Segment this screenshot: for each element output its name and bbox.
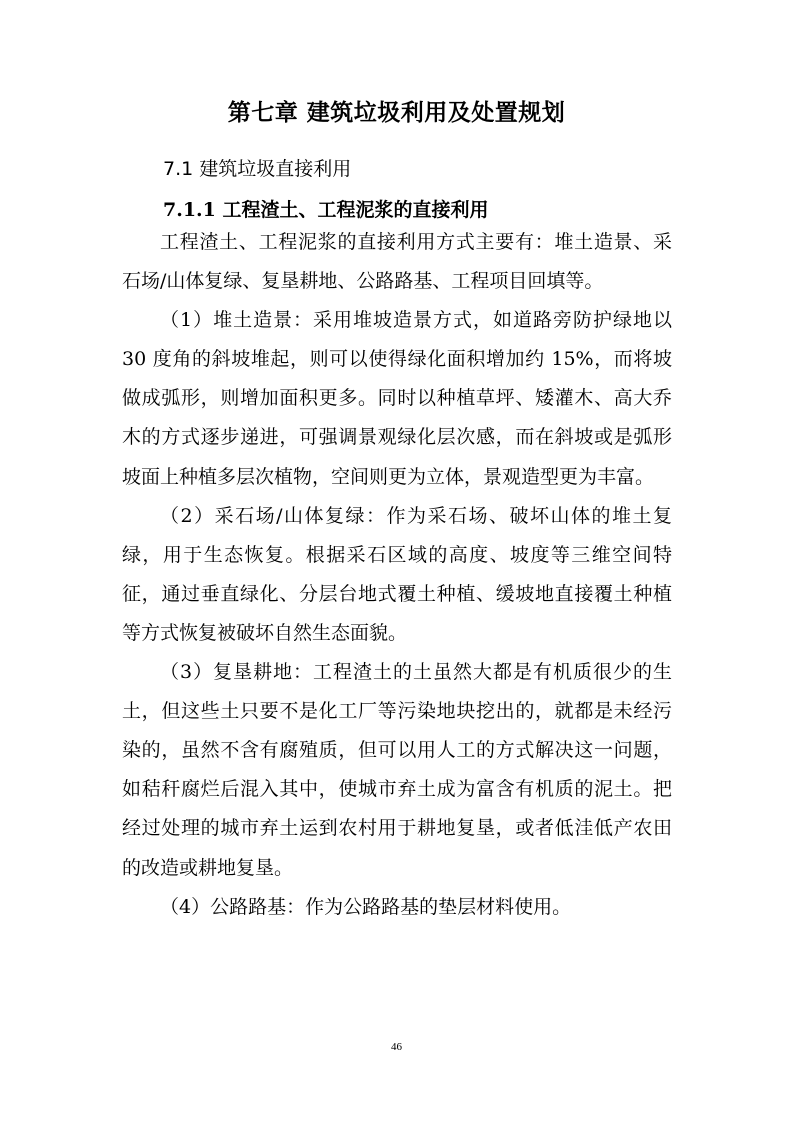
paragraph-farmland-reclamation: （3）复垦耕地：工程渣土的土虽然大都是有机质很少的生土，但这些土只要不是化工厂等污染地块挖出的，就都是未经污染的，虽然不含有腐殖质，但可以用人工的方式解决这一问题，如秸秆腐烂后混入其中，使城市弃土成为富含有机质的泥土。把经过处理的城市弃土运到农村用于耕地复垦，或者低洼低产农田的改造或耕地复垦。	[122, 661, 672, 879]
body-text	[122, 223, 672, 927]
paragraph-quarry-regreening: （2）采石场/山体复绿：作为采石场、破坏山体的堆土复绿，用于生态恢复。根据采石区域的高度、坡度等三维空间特征，通过垂直绿化、分层台地式覆土种植、缓坡地直接覆土种植等方式恢复被破坏自然生态面貌。	[122, 504, 672, 644]
paragraph-intro: 工程渣土、工程泥浆的直接利用方式主要有：堆土造景、采石场/山体复绿、复垦耕地、公路路基、工程项目回填等。	[122, 231, 672, 293]
chapter-title: 第七章 建筑垃圾利用及处置规划	[227, 99, 566, 126]
paragraph-roadbed: （4）公路路基：作为公路路基的垫层材料使用。	[160, 895, 572, 918]
subsection-heading: 7.1.1 工程渣土、工程泥浆的直接利用	[163, 199, 489, 221]
page-number: 46	[391, 1041, 402, 1053]
section-heading: 7.1 建筑垃圾直接利用	[163, 158, 352, 180]
paragraph-landscaping: （1）堆土造景：采用堆坡造景方式，如道路旁防护绿地以 30 度角的斜坡堆起，则可以使得绿化面积增加约 15%，而将坡做成弧形，则增加面积更多。同时以种植草坪、矮灌木、高大乔木的方式逐步递进，可强调景观绿化层次感，而在斜坡或是弧形坡面上种植多层次植物，空间则更为立体，景观造型更为丰富。	[122, 309, 672, 488]
